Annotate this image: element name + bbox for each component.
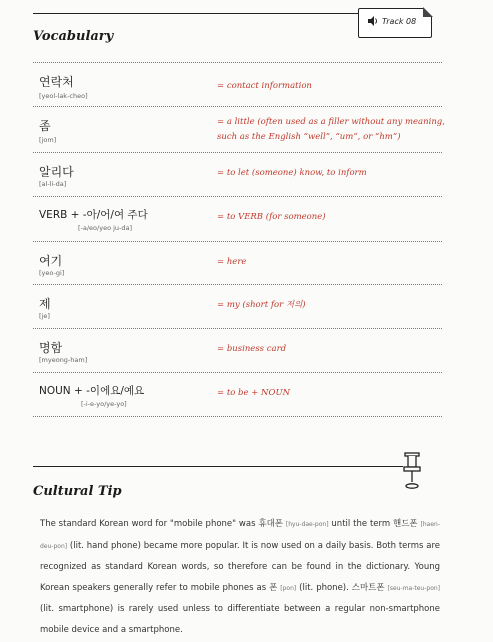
vocab-term: 좀: [39, 119, 51, 133]
cultural-tip-title: Cultural Tip: [33, 484, 122, 499]
vocab-term: VERB + -아/어/여 주다: [39, 209, 148, 221]
page-fold-corner: [423, 7, 433, 17]
vocabulary-title: Vocabulary: [33, 29, 114, 44]
vocab-romanization: [myeong-ham]: [39, 356, 88, 364]
tip-text-1: The standard Korean word for "mobile phone" was 휴대폰: [40, 519, 284, 529]
speaker-icon: [367, 15, 379, 27]
tip-text-5: (lit. smartphone) is rarely used unless to differentiate between a regular non-smartphone mobile device and a smartphone.: [40, 604, 440, 635]
tip-romanization: [hyu-dae-pon]: [285, 521, 329, 528]
section-rule: [33, 466, 403, 467]
vocab-romanization: [al-li-da]: [39, 180, 67, 188]
divider: [33, 416, 442, 417]
divider: [33, 152, 442, 153]
divider: [33, 196, 442, 197]
top-rule: [33, 13, 363, 14]
divider: [33, 62, 442, 63]
tip-romanization: [pon]: [280, 584, 297, 592]
vocab-meaning: = here: [217, 257, 247, 267]
tip-text-4: (lit. phone). 스마트폰: [299, 582, 385, 593]
vocab-romanization: [je]: [39, 312, 50, 320]
audio-track-badge[interactable]: [358, 8, 432, 38]
vocab-meaning: = to let (someone) know, to inform: [217, 168, 367, 178]
vocab-meaning: = contact information: [217, 81, 312, 91]
track-label: Track 08: [382, 16, 417, 26]
divider: [33, 284, 442, 285]
vocab-romanization: [yeo-gi]: [39, 269, 65, 277]
vocab-romanization: [-a/eo/yeo ju-da]: [78, 224, 133, 232]
vocab-term: 연락처: [39, 75, 74, 89]
vocab-term: 여기: [39, 254, 63, 268]
divider: [33, 106, 442, 107]
vocab-term: 알리다: [39, 165, 74, 179]
vocab-romanization: [jom]: [39, 136, 57, 144]
tip-text-3: (lit. hand phone) became more popular. It is now used on a daily basis. Both terms are recognized as standard Korean words, so therefore can be found in the dictionary. Young Korean speakers generally refer to mobile phones as 폰: [40, 540, 440, 593]
cultural-tip-body: [40, 514, 440, 640]
tip-romanization: [haen-deu-pon]: [40, 521, 440, 550]
vocab-term: 명함: [39, 341, 63, 355]
vocab-term: NOUN + -이에요/예요: [39, 385, 145, 397]
vocab-meaning: = to VERB (for someone): [217, 212, 326, 222]
vocab-meaning: = to be + NOUN: [217, 388, 291, 398]
divider: [33, 372, 442, 373]
vocab-term: 제: [39, 297, 51, 311]
vocab-romanization: [yeol-lak-cheo]: [39, 92, 88, 100]
vocab-meaning: = my (short for 저의): [217, 300, 306, 310]
tip-text-2: until the term 핸드폰: [331, 519, 418, 529]
divider: [33, 241, 442, 242]
vocab-meaning: = a little (often used as a filler without any meaning, such as the English “well”, “um”, or “hm”): [217, 117, 445, 142]
vocab-romanization: [-i-e-yo/ye-yo]: [81, 400, 127, 408]
tip-romanization: [seu-ma-teu-pon]: [387, 584, 441, 592]
vocab-meaning: = business card: [217, 344, 287, 354]
divider: [33, 328, 442, 329]
pushpin-icon: [402, 452, 422, 490]
